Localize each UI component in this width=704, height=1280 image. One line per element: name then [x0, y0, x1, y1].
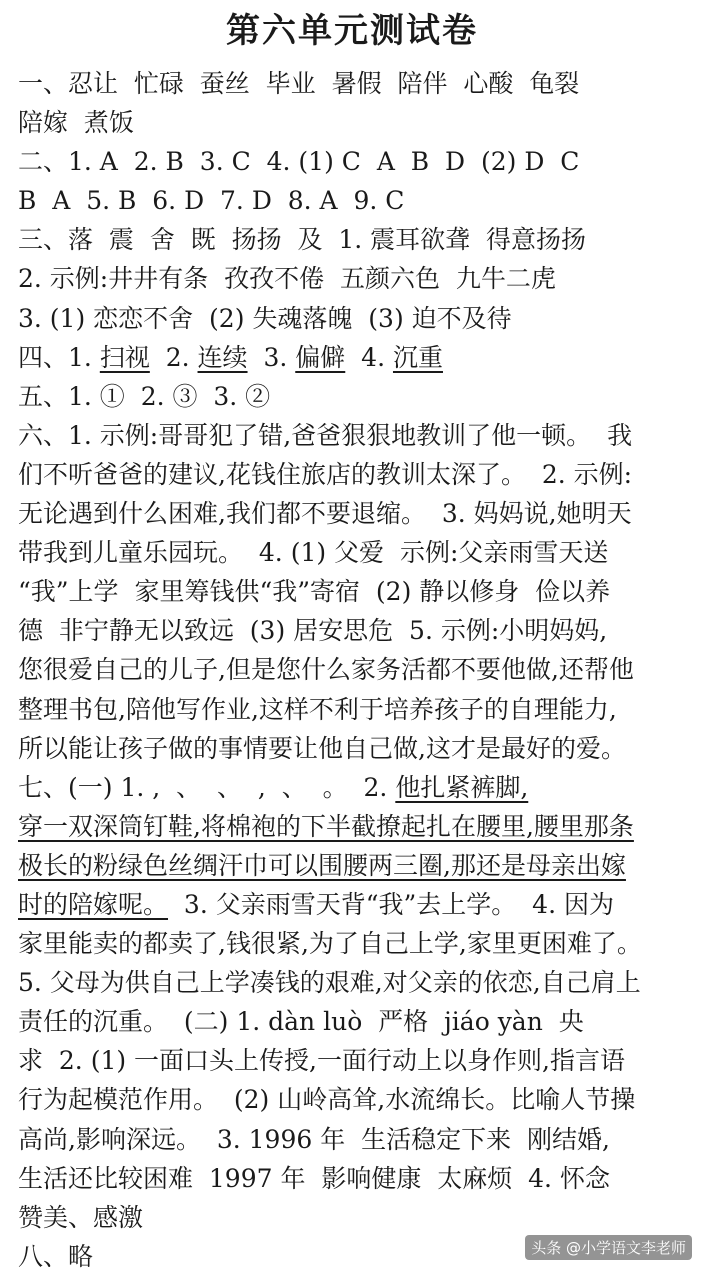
answer-line [18, 729, 694, 768]
answer-line [18, 690, 694, 729]
line-text: 二、1. A 2. B 3. C 4. (1) C A B D (2) D C [18, 147, 580, 177]
answer-line [18, 259, 694, 298]
answer-line [18, 299, 694, 338]
answer-line [18, 103, 694, 142]
line-text: 四、1. [18, 342, 100, 372]
answer-line [18, 181, 694, 220]
answer-line [18, 1120, 694, 1159]
line-text: 3. 父亲雨雪天背“我”去上学。 4. 因为 [168, 889, 614, 919]
answer-line [18, 768, 694, 807]
answer-line [18, 416, 694, 455]
answer-line [18, 650, 694, 689]
answer-line [18, 533, 694, 572]
line-text: 赞美、感激 [18, 1202, 144, 1232]
underlined-text: 偏僻 [295, 342, 346, 372]
line-text: 您很爱自己的儿子,但是您什么家务活都不要他做,还帮他 [18, 655, 634, 685]
answer-line [18, 1080, 694, 1119]
line-text: 德 非宁静无以致远 (3) 居安思危 5. 示例:小明妈妈, [18, 616, 608, 646]
line-text: 高尚,影响深远。 3. 1996 年 生活稳定下来 刚结婚, [18, 1124, 610, 1154]
line-text: 三、落 震 舍 既 扬扬 及 1. 震耳欲聋 得意扬扬 [18, 225, 587, 255]
line-text: 无论遇到什么困难,我们都不要退缩。 3. 妈妈说,她明天 [18, 499, 632, 529]
line-text: 八、略 [18, 1241, 94, 1271]
answer-line [18, 846, 694, 885]
answer-line [18, 494, 694, 533]
line-text: 一、忍让 忙碌 蚕丝 毕业 暑假 陪伴 心酸 龟裂 [18, 69, 580, 98]
answer-line [18, 377, 694, 416]
line-text: 五、1. ① 2. ③ 3. ② [18, 381, 271, 411]
page-title: 第六单元测试卷 [226, 11, 478, 51]
line-text: B A 5. B 6. D 7. D 8. A 9. C [18, 186, 405, 216]
answer-line [18, 455, 694, 494]
answer-line [18, 1159, 694, 1198]
line-text: 2. [149, 342, 198, 372]
underlined-text: 扫视 [99, 342, 150, 372]
line-text: 5. 父母为供自己上学凑钱的艰难,对父亲的依恋,自己肩上 [18, 968, 641, 998]
line-text: 生活还比较困难 1997 年 影响健康 太麻烦 4. 怀念 [18, 1163, 610, 1193]
watermark: 头条 @小学语文李老师 [525, 1235, 692, 1260]
answer-line [18, 924, 694, 963]
underlined-text: 他扎紧裤脚, [395, 772, 529, 802]
answer-line [18, 338, 694, 377]
line-text: 们不听爸爸的建议,花钱住旅店的教训太深了。 2. 示例: [18, 459, 633, 489]
line-text: 求 2. (1) 一面口头上传授,一面行动上以身作则,指言语 [18, 1046, 625, 1076]
line-text: 所以能让孩子做的事情要让他自己做,这才是最好的爱。 [18, 733, 626, 763]
answer-content [18, 64, 694, 1276]
line-text: 带我到儿童乐园玩。 4. (1) 父爱 示例:父亲雨雪天送 [18, 538, 609, 568]
line-text: 3. [247, 342, 296, 372]
line-text: 陪嫁 煮饭 [18, 108, 134, 138]
answer-line [18, 807, 694, 846]
line-text: 行为起模范作用。 (2) 山岭高耸,水流绵长。比喻人节操 [18, 1085, 636, 1115]
answer-line [18, 142, 694, 181]
answer-line [18, 611, 694, 650]
line-text: 整理书包,陪他写作业,这样不利于培养孩子的自理能力, [18, 694, 617, 724]
line-text: 3. (1) 恋恋不舍 (2) 失魂落魄 (3) 迫不及待 [18, 303, 512, 333]
answer-line [18, 220, 694, 259]
answer-line [18, 572, 694, 611]
underlined-text: 穿一双深筒钉鞋,将棉袍的下半截撩起扎在腰里,腰里那条 [18, 811, 634, 841]
line-text: “我”上学 家里筹钱供“我”寄宿 (2) 静以修身 俭以养 [18, 577, 611, 607]
line-text: 责任的沉重。 (二) 1. dàn luò 严格 jiáo yàn 央 [18, 1007, 584, 1037]
line-text: 七、(一) 1. , 、 、 , 、 。 2. [18, 772, 396, 802]
answer-line [18, 1002, 694, 1041]
answer-line [18, 963, 694, 1002]
answer-line [18, 1041, 694, 1080]
answer-line [18, 885, 694, 924]
underlined-text: 时的陪嫁呢。 [18, 889, 169, 919]
line-text: 4. [345, 342, 393, 372]
line-text: 家里能卖的都卖了,钱很紧,为了自己上学,家里更困难了。 [18, 929, 642, 959]
underlined-text: 极长的粉绿色丝绸汗巾可以围腰两三圈,那还是母亲出嫁 [18, 850, 626, 880]
line-text: 2. 示例:井井有条 孜孜不倦 五颜六色 九牛二虎 [18, 264, 556, 294]
answer-line [18, 1198, 694, 1237]
underlined-text: 连续 [197, 342, 248, 372]
answer-line [18, 64, 694, 103]
underlined-text: 沉重 [392, 342, 443, 372]
line-text: 六、1. 示例:哥哥犯了错,爸爸狠狠地教训了他一顿。 我 [18, 420, 633, 450]
